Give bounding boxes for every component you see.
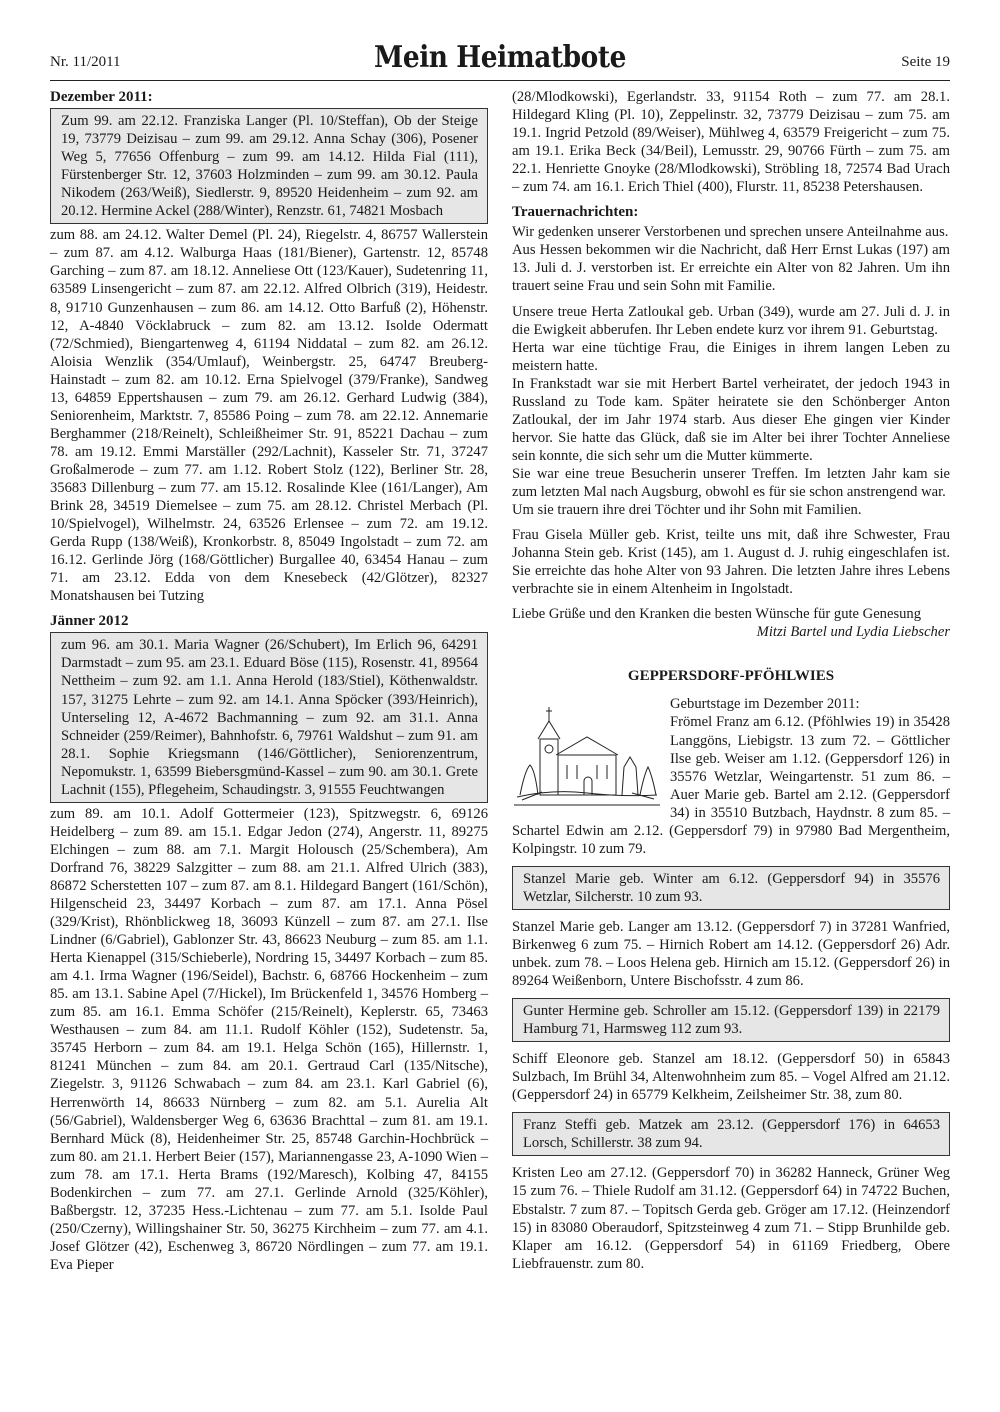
greetings: Liebe Grüße und den Kranken die besten Wünsche für gute Genesung xyxy=(512,606,922,623)
january-heading: Jänner 2012 xyxy=(50,613,129,630)
left-column xyxy=(50,88,488,1274)
january-continued: (28/Mlodkowski), Egerlandstr. 33, 91154 Roth – zum 77. am 28.1. Hildegard Kling (Pl. 10), Zeppelinstr. 32, 73779 Deizisau – zum 75. am 19.1. Ingrid Petzold (89/Weiser), Mühlweg 4, 63579 Freigericht – zum 75. am 19.1. Erika Beck (34/Beil), Lemusstr. 29, 90766 Fürth – zum 75. am 22.1. Henriette Gnoyke (28/Mlodkowski), Ströbling 18, 72574 Bad Urach – zum 74. am 16.1. Erich Thiel (400), Flurstr. 11, 85238 Petershausen. xyxy=(512,89,950,196)
geppersdorf-list-2: Stanzel Marie geb. Langer am 13.12. (Geppersdorf 7) in 37281 Wanfried, Birkenweg 6 zum 75. – Hirnich Robert am 14.12. (Geppersdorf 26) Adr. unbek. zum 78. – Loos Helena geb. Hirnich am 15.12. (Geppersdorf 26) in 89264 Weißenborn, Untere Bischofsstr. 4 zum 86. xyxy=(512,918,950,990)
obituary-zatloukal-4: Sie war eine treue Besucherin unserer Treffen. Im letzten Jahr kam sie zum letzten Mal nach Augsburg, obwohl es für sie schon anstrengend war. xyxy=(512,465,950,500)
december-heading: Dezember 2011: xyxy=(50,89,153,105)
page-number: Seite 19 xyxy=(901,54,950,70)
geppersdorf-list-3: Schiff Eleonore geb. Stanzel am 18.12. (Geppersdorf 50) in 65843 Sulzbach, Im Brühl 34, Altenwohnheim zum 85. – Vogel Alfred am 21.12. (Geppersdorf 24) in 65779 Kelkheim, Zeilsheimer Str. 38, zum 80. xyxy=(512,1051,950,1104)
box-gunter-text: Gunter Hermine geb. Schroller am 15.12. (Geppersdorf 139) in 22179 Hamburg 71, Harmsweg 112 zum 93. xyxy=(523,1003,940,1038)
obituary-intro: Wir gedenken unserer Verstorbenen und sprechen unsere Anteilnahme aus. xyxy=(512,224,949,241)
obituary-stein: Frau Gisela Müller geb. Krist, teilte uns mit, daß ihre Schwester, Frau Johanna Stein geb. Krist (145), am 1. August d. J. ruhig eingeschlafen ist. Sie erreichte das hohe Alter von 93 Jahren. Die letzten Jahre ihres Lebens verbrachte sie in einem Altenheim in Ingolstadt. xyxy=(512,527,950,598)
january-highlight-box xyxy=(50,632,488,802)
highlight-box-franz xyxy=(512,1112,950,1156)
signature: Mitzi Bartel und Lydia Liebscher xyxy=(756,624,950,641)
december-box-text: Zum 99. am 22.12. Franziska Langer (Pl. 10/Steffan), Ob der Steige 19, 73779 Deizisau – zum 99. am 29.12. Anna Schay (306), Posener Weg 5, 77656 Offenburg – zum 99. am 14.12. Hilda Fial (111), Fürstenberger Str. 12, 37603 Holzminden – zum 99. am 30.12. Paula Nikodem (263/Weiß), Siedlerstr. 9, 89520 Heidenheim – zum 92. am 20.12. Hermine Ackel (288/Winter), Renzstr. 61, 74821 Mosbach xyxy=(61,113,478,220)
geppersdorf-list-1: Frömel Franz am 6.12. (Pföhlwies 19) in 35428 Langgöns, Liebigstr. 13 zum 72. – Göttlicher Ilse geb. Weiser am 1.12. (Geppersdorf 126) in 35576 Wetzlar, Weingartenstr. 51 zum 86. – Auer Marie geb. Bartel am 2.12. (Geppersdorf 34) in 35510 Butzbach, Haydnstr. 8 zum 85. – Schartel Edwin am 2.12. (Geppersdorf 79) in 97980 Bad Mergentheim, Kolpingstr. 10 zum 79. xyxy=(512,714,950,857)
obituary-zatloukal: Unsere treue Herta Zatloukal geb. Urban (349), wurde am 27. Juli d. J. in die Ewigkeit abberufen. Ihr Leben endete kurz vor ihrem 91. Geburtstag. xyxy=(512,303,950,338)
highlight-box-gunter xyxy=(512,998,950,1042)
obituary-heading: Trauernachrichten: xyxy=(512,204,639,221)
box-franz-text: Franz Steffi geb. Matzek am 23.12. (Geppersdorf 176) in 64653 Lorsch, Schillerstr. 38 zum 94. xyxy=(523,1117,940,1152)
birthday-intro: Geburtstage im Dezember 2011: xyxy=(670,696,860,713)
january-box-text: zum 96. am 30.1. Maria Wagner (26/Schubert), Im Erlich 96, 64291 Darmstadt – zum 95. am 23.1. Eduard Böse (115), Rosenstr. 41, 89564 Nettheim – zum 92. am 1.1. Anna Herold (183/Stiel), Köthenwaldstr. 157, 31275 Lehrte – zum 92. am 14.1. Anna Spöcker (393/Heinrich), Unterseling 12, A-4672 Bachmanning – zum 92. am 31.1. Anna Schneider (259/Reimer), Bahnhofstr. 6, 79761 Waldshut – zum 91. am 28.1. Sophie Kriegsmann (146/Göttlicher), Seniorenzentrum, Nepomukstr. 1, 63599 Biebersgmünd-Kassel – zum 90. am 30.1. Grete Lachnit (155), Pflegeheim, Schaudingstr. 3, 91555 Feuchtwangen xyxy=(61,637,478,798)
church-illustration xyxy=(512,697,662,809)
january-birthdays: zum 89. am 10.1. Adolf Gottermeier (123), Spitzwegstr. 6, 69126 Heidelberg – zum 89. am 15.1. Edgar Jedon (274), Angerstr. 11, 89275 Elchingen – zum 88. am 7.1. Margit Holousch (25/Schembera), Am Dorfrand 76, 38229 Salzgitter – zum 88. am 21.1. Alfred Ulrich (383), 86872 Scherstetten 107 – zum 87. am 8.1. Hildegard Bangert (161/Schön), Hilgenscheid 23, 34497 Korbach – zum 87. am 17.1. Anna Pösel (329/Krist), Rhönblickweg 18, 36093 Künzell – zum 87. am 27.1. Ilse Lindner (6/Gabriel), Gablonzer Str. 43, 86623 Neuburg – zum 85. am 1.1. Herta Kienappel (315/Schieberle), Nordring 15, 34497 Korbach – zum 85. am 4.1. Irma Wagner (196/Seidel), Bachstr. 6, 68766 Hockenheim – zum 85. am 13.1. Sabine Apel (7/Hickel), Im Brückenfeld 1, 34576 Homberg – zum 85. am 16.1. Emma Schöfer (215/Reinelt), Keplerstr. 65, 73463 Westhausen – zum 84. am 11.1. Rudolf Köhler (152), Sudetenstr. 5a, 35745 Herborn – zum 84. am 19.1. Helga Schön (165), Hillernstr. 1, 81241 München – zum 84. am 20.1. Gertraud Carl (135/Nitsche), Ziegelstr. 3, 91126 Schwabach – zum 84. am 23.1. Karl Gabriel (6), Herrenwörth 14, 86633 Nürnberg – zum 82. am 5.1. Aurelia Alt (56/Gabriel), Waldensberger Weg 6, 63636 Brachttal – zum 81. am 19.1. Bernhard Mück (8), Heidenheimer Str. 25, 85748 Garchin-Hochbrück – zum 80. am 21.1. Herbert Beier (157), Mariannengasse 23, A-1090 Wien – zum 78. am 17.1. Herta Brams (192/Maresch), Kolbing 47, 84155 Bodenkirchen – zum 77. am 27.1. Gerlinde Arnold (325/Köhler), Baßbergstr. 12, 37235 Hess.-Lichtenau – zum 77. am 5.1. Isolde Paul (250/Czerny), Willingshainer Str. 50, 36275 Kirchheim – zum 77. am 4.1. Josef Glötzer (42), Eschenweg 3, 86720 Nördlingen – zum 77. am 19.1. Eva Pieper xyxy=(50,805,488,1273)
geppersdorf-heading: GEPPERSDORF-PFÖHLWIES xyxy=(627,668,835,685)
signature-line xyxy=(512,623,950,641)
page-header xyxy=(50,40,950,81)
obituary-zatloukal-5: Um sie trauern ihre drei Töchter und ihr Sohn mit Familien. xyxy=(512,502,862,519)
obituary-lukas: Aus Hessen bekommen wir die Nachricht, daß Herr Ernst Lukas (197) am 13. Juli d. J. verstorben ist. Er erreichte ein Alter von 82 Jahren. Um ihn trauert seine Frau und sein Sohn mit Familie. xyxy=(512,242,950,295)
right-column xyxy=(512,88,950,1273)
issue-number: Nr. 11/2011 xyxy=(50,54,121,70)
december-highlight-box xyxy=(50,108,488,224)
obituary-zatloukal-2: Herta war eine tüchtige Frau, die Einiges in ihrem langen Leben zu meistern hatte. xyxy=(512,339,950,374)
box-stanzel-text: Stanzel Marie geb. Winter am 6.12. (Geppersdorf 94) in 35576 Wetzlar, Silcherstr. 10 zum 93. xyxy=(523,870,940,905)
obituary-zatloukal-3: In Frankstadt war sie mit Herbert Bartel verheiratet, der jedoch 1943 in Russland zu Tode kam. Später heiratete sie den Schönberger Anton Zatloukal, der im Jahr 1974 starb. Aus dieser Ehe gingen vier Kinder hervor. Sie hatte das Glück, daß sie im Alter bei ihrer Tochter Anneliese sein konnte, die sich sehr um die Mutter kümmerte. xyxy=(512,375,950,464)
highlight-box-stanzel xyxy=(512,866,950,910)
december-birthdays: zum 88. am 24.12. Walter Demel (Pl. 24), Riegelstr. 4, 86757 Wallerstein – zum 87. am 4.12. Walburga Haas (181/Biener), Gartenstr. 12, 85748 Garching – zum 87. am 18.12. Anneliese Ott (123/Kauer), Sudetenring 11, 63589 Linsengericht – zum 87. am 22.12. Alfred Olbrich (319), Heidestr. 8, 91710 Gunzenhausen – zum 86. am 14.12. Otto Barfuß (2), Höhenstr. 12, A-4840 Vöcklabruck – zum 82. am 13.12. Isolde Odermatt (72/Schmied), Biengartenweg 4, 61194 Niddatal – zum 82. am 26.12. Aloisia Wenzlik (354/Umlauf), Weinbergstr. 25, 64747 Breuberg-Hainstadt – zum 82. am 10.12. Erna Spielvogel (379/Franke), Sandweg 13, 64859 Eppertshausen – zum 79. am 26.12. Gerhard Ludwig (384), Seniorenheim, Marktstr. 7, 85586 Poing – zum 78. am 22.12. Annemarie Berghammer (218/Reinelt), Schleißheimer Str. 91, 85221 Dachau – zum 78. am 19.12. Emmi Marställer (292/Lachnit), Kasseler Str. 71, 37247 Großalmerode – zum 77. am 1.12. Robert Stolz (122), Berliner Str. 28, 35683 Dillenburg – zum 77. am 15.12. Rosalinde Klee (161/Langer), Am Brink 28, 34519 Diemelsee – zum 75. am 28.12. Christel Merbach (Pl. 10/Spielvogel), Wilhelmstr. 24, 63526 Erlensee – zum 72. am 19.12. Gerda Rupp (138/Weiß), Kronkorbstr. 8, 85049 Ingolstadt – zum 72. am 16.12. Gerlinde Jörg (168/Göttlicher) Burgallee 40, 63454 Hanau – zum 71. am 23.12. Edda von dem Knesebeck (42/Glötzer), 82327 Monatshausen bei Tutzing xyxy=(50,227,488,605)
masthead-title: Mein Heimatbote xyxy=(374,40,626,75)
geppersdorf-list-4: Kristen Leo am 27.12. (Geppersdorf 70) in 36282 Hanneck, Grüner Weg 15 zum 76. – Thiele Rudolf am 31.12. (Geppersdorf 64) in 74722 Buchen, Ebstalstr. 7 zum 87. – Topitsch Gerda geb. Gröger am 17.12. (Heinzendorf 15) in 83080 Oberaudorf, Spitzsteinweg 4 zum 71. – Stipp Brunhilde geb. Klaper am 16.12. (Geppersdorf 54) in 61169 Friedberg, Obere Liebfrauenstr. zum 80. xyxy=(512,1165,950,1272)
